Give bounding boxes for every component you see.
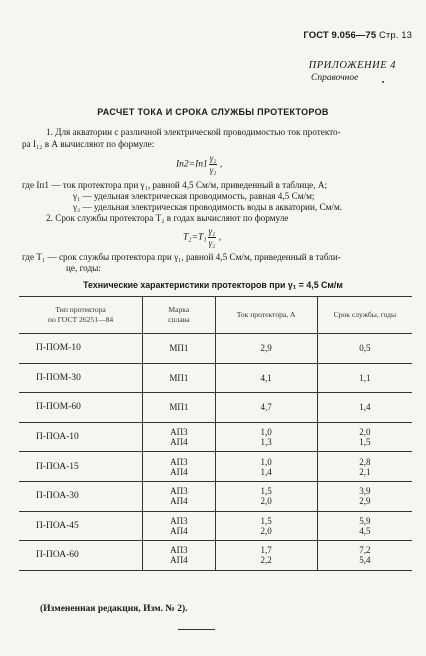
formula-life-fraction bbox=[208, 226, 217, 249]
document-title: РАСЧЕТ ТОКА И СРОКА СЛУЖБЫ ПРОТЕКТОРОВ bbox=[97, 107, 329, 117]
cell-current: 1,0 1,3 bbox=[215, 422, 317, 452]
cell-life: 1,4 bbox=[317, 393, 412, 423]
cell-type: П-ПОМ-30 bbox=[36, 372, 81, 383]
cell-life: 2,8 2,1 bbox=[317, 452, 412, 482]
cell-current: 4,7 bbox=[215, 393, 317, 423]
cell-current: 1,5 2,0 bbox=[215, 481, 317, 511]
para1-line1: 1. Для акватории с различной электрической проводимостью ток протекто- bbox=[46, 127, 341, 137]
formula-life-tail: , bbox=[216, 232, 222, 243]
cell-current: 4,1 bbox=[215, 363, 317, 393]
cell-alloy: АП3 АП4 bbox=[143, 481, 215, 511]
cell-alloy: АП3 АП4 bbox=[143, 422, 215, 452]
cell-type: П-ПОА-15 bbox=[36, 461, 79, 472]
table-row bbox=[19, 363, 412, 393]
page-number: Стр. 13 bbox=[378, 30, 412, 41]
table-row bbox=[19, 481, 412, 511]
cell-alloy: МП1 bbox=[143, 393, 215, 423]
where1-line3: γ₂ — удельная электрическая проводимость воды в акватории, См/м. bbox=[73, 202, 343, 212]
formula-life-denominator: γ₂ bbox=[208, 238, 216, 248]
cell-life: 3,9 2,9 bbox=[317, 481, 412, 511]
cell-current: 2,9 bbox=[215, 334, 317, 364]
where2-line2: це, годы: bbox=[66, 263, 101, 273]
cell-life: 1,1 bbox=[317, 363, 412, 393]
cell-alloy: МП1 bbox=[143, 334, 215, 364]
table-row bbox=[19, 452, 412, 482]
cell-type: П-ПОМ-10 bbox=[36, 343, 81, 354]
appendix-title: ПРИЛОЖЕНИЕ 4 bbox=[308, 60, 396, 71]
cell-alloy: АП3 АП4 bbox=[143, 511, 215, 541]
header-type: Тип протектора по ГОСТ 26251—84 bbox=[47, 305, 114, 324]
table-body bbox=[19, 334, 412, 571]
formula-current-denominator: γ₁ bbox=[209, 165, 217, 175]
where1-line1: где Iп1 — ток протектора при γ₁, равной 4,5 См/м, приведенный в таблице, А; bbox=[22, 180, 328, 190]
cell-alloy: МП1 bbox=[143, 363, 215, 393]
cell-current: 1,5 2,0 bbox=[215, 511, 317, 541]
cell-type: П-ПОА-30 bbox=[36, 491, 79, 502]
header-current: Ток протектора, А bbox=[215, 297, 317, 334]
formula-current-lhs: Iп2=Iп1 bbox=[176, 159, 208, 170]
table-row bbox=[19, 511, 412, 541]
footnote: (Измененная редакция, Изм. № 2). bbox=[40, 604, 188, 614]
para2: 2. Срок службы протектора T₂ в годах вычисляют по формуле bbox=[46, 213, 289, 223]
cell-alloy: АП3 АП4 bbox=[143, 541, 215, 571]
cell-life: 7,2 5,4 bbox=[317, 541, 412, 571]
cell-type: П-ПОМ-60 bbox=[36, 402, 81, 413]
end-rule bbox=[178, 629, 215, 630]
formula-life-numerator: γ₁ bbox=[208, 226, 216, 236]
formula-current bbox=[176, 153, 222, 176]
table-row bbox=[19, 541, 412, 571]
header-life: Срок службы, годы bbox=[317, 297, 412, 334]
dot-mark bbox=[382, 81, 384, 83]
cell-type: П-ПОА-60 bbox=[36, 550, 79, 561]
formula-current-tail: , bbox=[217, 159, 223, 170]
cell-type: П-ПОА-10 bbox=[36, 432, 79, 443]
where2-line1: где T₁ — срок службы протектора при γ₁, равной 4,5 См/м, приведенный в табли- bbox=[22, 252, 341, 262]
cell-life: 2,0 1,5 bbox=[317, 422, 412, 452]
cell-life: 5,9 4,5 bbox=[317, 511, 412, 541]
protector-table bbox=[19, 296, 412, 571]
table-row bbox=[19, 393, 412, 423]
table-row bbox=[19, 334, 412, 364]
cell-current: 1,0 1,4 bbox=[215, 452, 317, 482]
table-row bbox=[19, 422, 412, 452]
gost-number: ГОСТ 9.056—75 bbox=[303, 30, 377, 41]
cell-type: П-ПОА-45 bbox=[36, 520, 79, 531]
table-title: Технические характеристики протекторов при γ₁ = 4,5 См/м bbox=[83, 280, 343, 290]
formula-life bbox=[183, 226, 221, 249]
formula-life-lhs: T₂=T₁ bbox=[183, 232, 207, 243]
formula-current-numerator: γ₂ bbox=[209, 153, 217, 163]
table-header-row bbox=[19, 297, 412, 334]
cell-alloy: АП3 АП4 bbox=[143, 452, 215, 482]
appendix-subtitle: Справочное bbox=[311, 73, 359, 83]
cell-current: 1,7 2,2 bbox=[215, 541, 317, 571]
para1-line2: ра I₁₂ в А вычисляют по формуле: bbox=[22, 139, 155, 149]
page-header bbox=[303, 30, 412, 41]
header-alloy: Марка сплава bbox=[143, 297, 215, 334]
cell-life: 0,5 bbox=[317, 334, 412, 364]
where1-line2: γ₁ — удельная электрическая проводимость, равная 4,5 См/м; bbox=[73, 191, 315, 201]
